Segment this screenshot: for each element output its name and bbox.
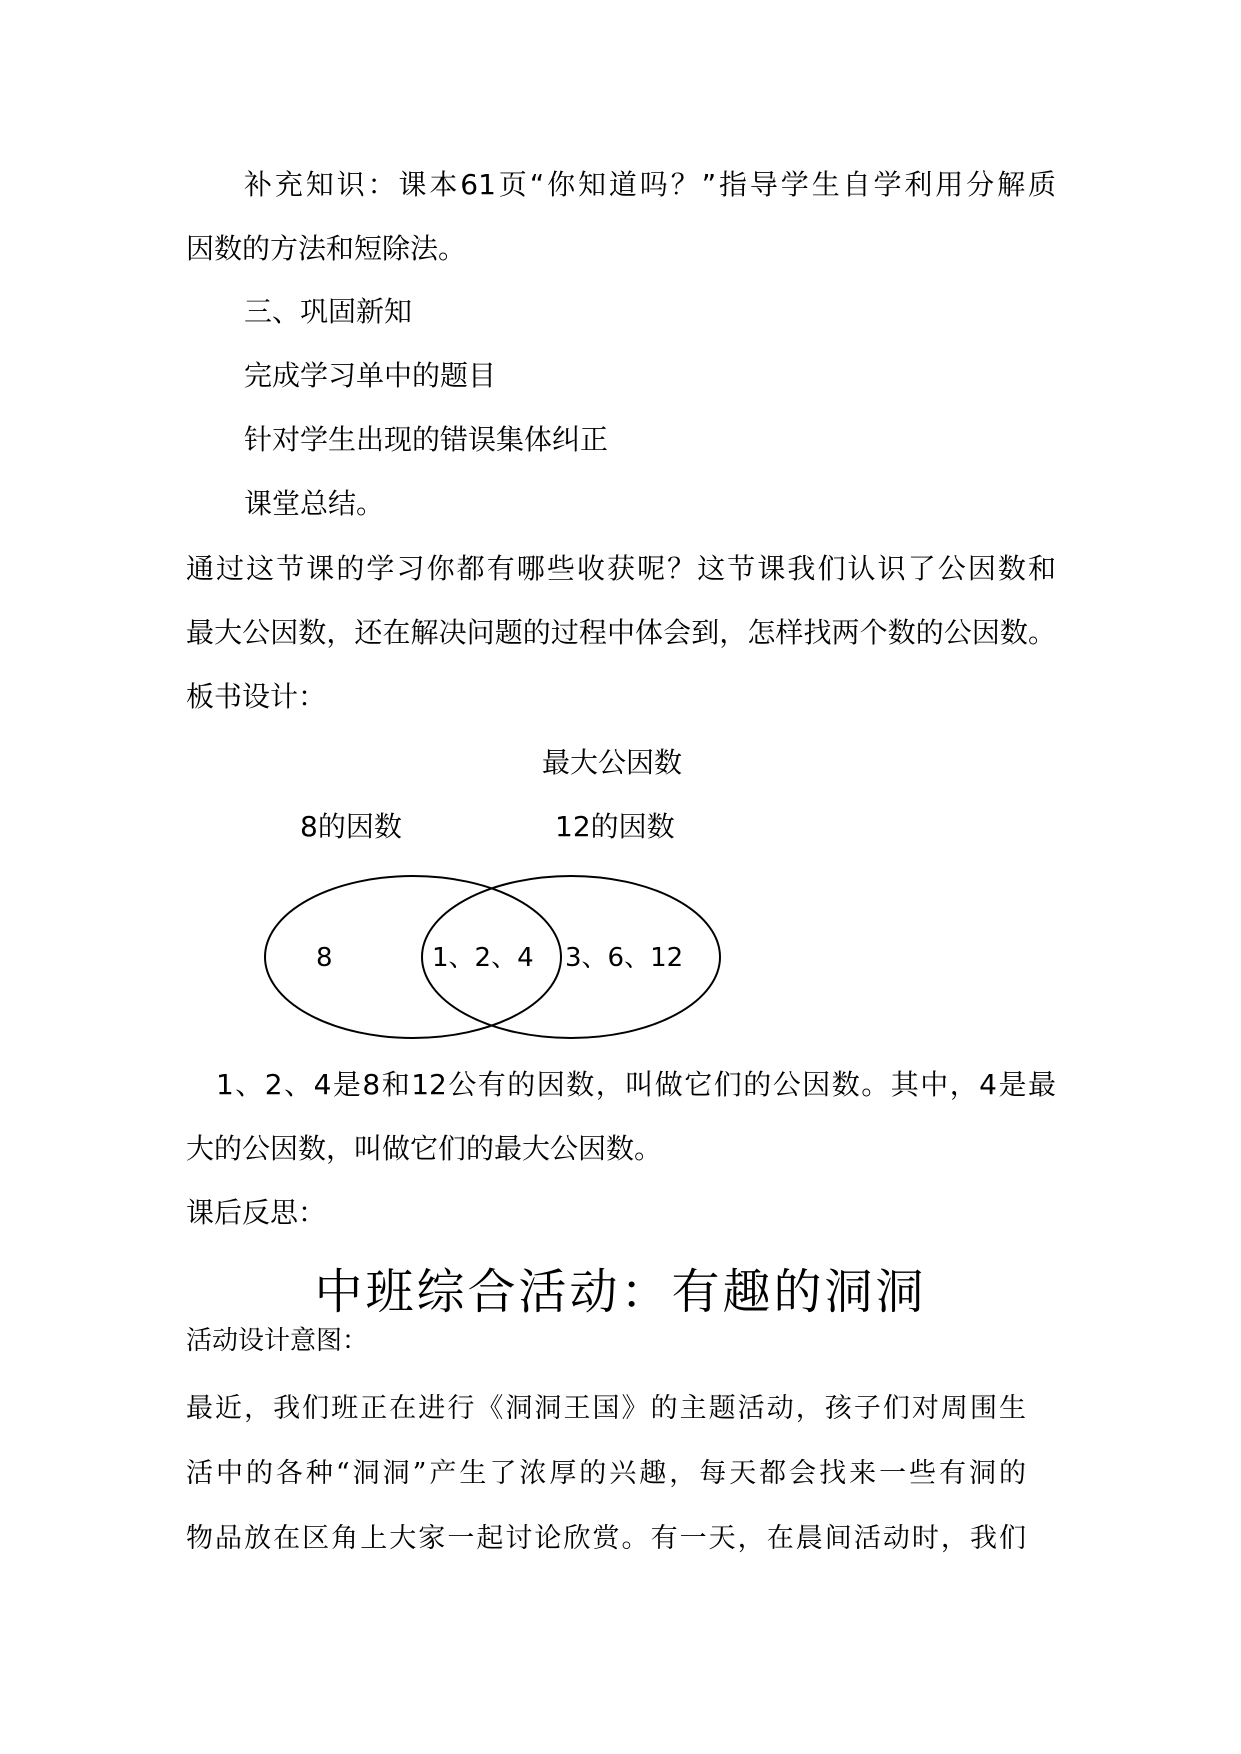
reflection-label: 课后反思： xyxy=(186,1196,327,1229)
item-1: 完成学习单中的题目 xyxy=(244,359,497,392)
summary-line1: 通过这节课的学习你都有哪些收获呢？这节课我们认识了公因数和 xyxy=(186,552,1056,585)
item-2: 针对学生出现的错误集体纠正 xyxy=(244,423,609,456)
intent-label: 活动设计意图： xyxy=(186,1326,369,1356)
article-line3: 物品放在区角上大家一起讨论欣赏。有一天，在晨间活动时，我们 xyxy=(186,1523,1026,1554)
summary-line2: 最大公因数，还在解决问题的过程中体会到，怎样找两个数的公因数。 xyxy=(186,616,1056,649)
conclusion-line2: 大的公因数，叫做它们的最大公因数。 xyxy=(186,1132,663,1165)
article-title: 中班综合活动：有趣的洞洞 xyxy=(314,1264,927,1320)
article-line1: 最近，我们班正在进行《洞洞王国》的主题活动，孩子们对周围生 xyxy=(186,1393,1026,1424)
para1-line2: 因数的方法和短除法。 xyxy=(186,232,467,265)
article-line2: 活中的各种“洞洞”产生了浓厚的兴趣，每天都会找来一些有洞的 xyxy=(186,1458,1026,1489)
venn-left-only: 8 xyxy=(316,943,333,973)
summary-heading: 课堂总结。 xyxy=(244,487,385,520)
venn-title: 最大公因数 xyxy=(542,746,683,779)
conclusion-line1: 1、2、4是8和12公有的因数，叫做它们的公因数。其中，4是最 xyxy=(216,1068,1056,1101)
venn-right-label: 12的因数 xyxy=(555,810,675,843)
venn-left-label: 8的因数 xyxy=(300,810,402,843)
para1-line1: 补充知识：课本61页“你知道吗？”指导学生自学利用分解质 xyxy=(244,168,1056,201)
section3-heading: 三、巩固新知 xyxy=(244,295,413,328)
venn-common: 1、2、4 xyxy=(432,943,534,973)
venn-right-only: 3、6、12 xyxy=(565,943,684,973)
board-label: 板书设计： xyxy=(186,680,327,713)
